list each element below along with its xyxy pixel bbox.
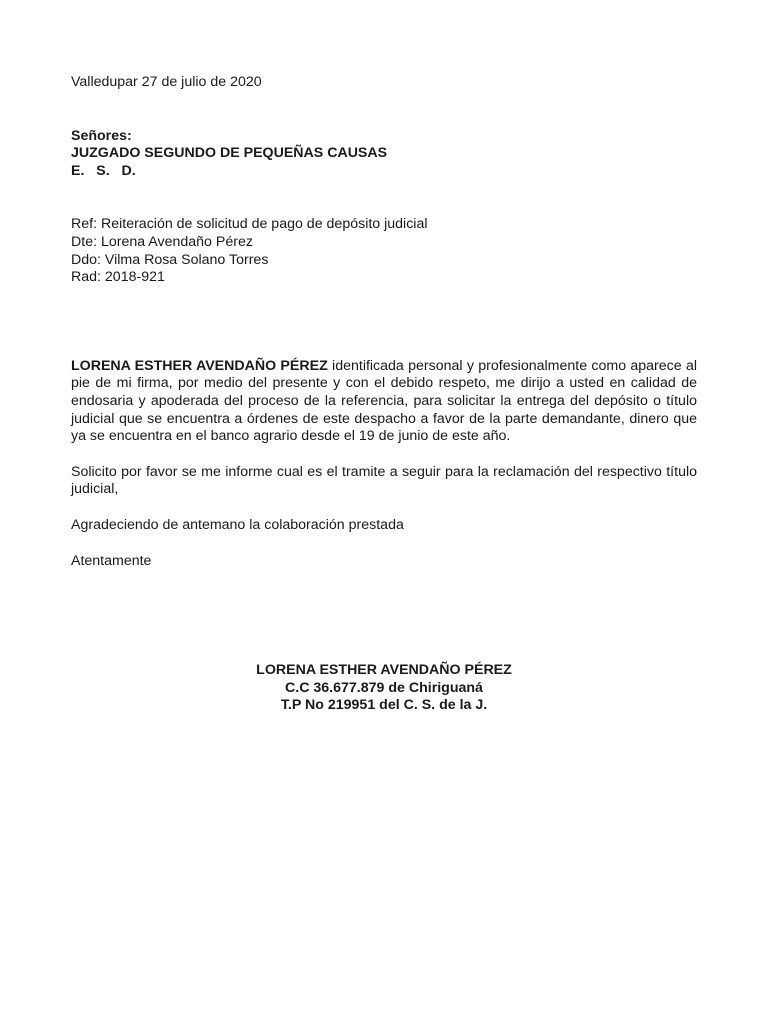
dte-line: Dte: Lorena Avendaño Pérez [71,233,253,250]
ddo-line: Ddo: Vilma Rosa Solano Torres [71,251,269,268]
reference-block [71,216,697,286]
esd-line: E. S. D. [71,162,136,179]
signature-block [71,662,697,715]
signature-name: LORENA ESTHER AVENDAÑO PÉREZ [256,662,512,678]
rad-line: Rad: 2018-921 [71,269,165,286]
ref-line: Ref: Reiteración de solicitud de pago de depósito judicial [71,216,428,233]
body-paragraph-3: Agradeciendo de antemano la colaboración prestada [71,516,404,533]
date-line [71,74,697,92]
body-paragraph-1 [71,358,697,446]
closing-text: Atentamente [71,552,152,569]
court-name: JUZGADO SEGUNDO DE PEQUEÑAS CAUSAS [71,145,388,162]
letter-body [71,74,697,570]
salutation: Señores: [71,127,132,144]
closing-line [71,553,697,571]
signature-id: C.C 36.677.879 de Chiriguaná [285,679,483,696]
requester-name: LORENA ESTHER AVENDAÑO PÉREZ [71,357,328,374]
addressee-block [71,128,697,181]
signature-tp: T.P No 219951 del C. S. de la J. [280,697,488,714]
body-paragraph-1-text: identificada personal y profesionalmente como aparece al pie de mi firma, por medio del presente y con el debido respeto, me dirijo a usted en calidad de endosaria y apoderada del proceso de la referencia, para solicitar la entrega del depósito o título judicial que se encuentra a órdenes de este despacho a favor de la parte demandante, dinero que ya se encuentra en el banco agrario desde el 19 de junio de este año. [71,357,697,445]
date-text: Valledupar 27 de julio de 2020 [71,74,262,90]
body-paragraph-2: Solicito por favor se me informe cual es el tramite a seguir para la reclamación del respectivo título judicial, [71,463,697,498]
